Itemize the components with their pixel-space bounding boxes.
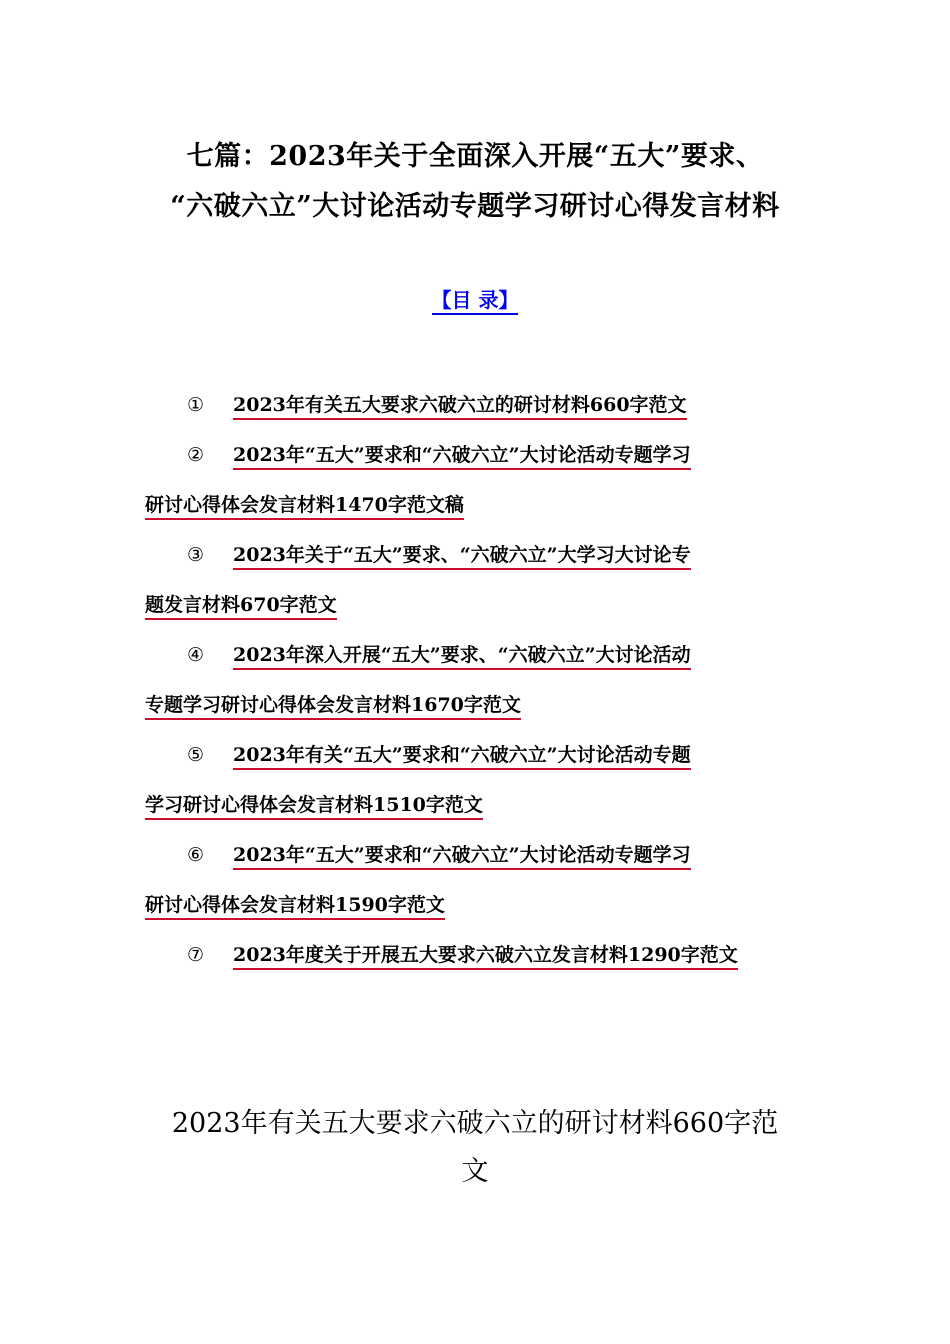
section-title: [130, 1100, 820, 1196]
toc-item-7[interactable]: [145, 930, 805, 980]
toc-item-number: ④: [187, 644, 205, 666]
toc-link[interactable]: 2023年关于“五大”要求、“六破六立”大学习大讨论专: [233, 544, 691, 570]
section-title-line-2: 文: [461, 1156, 489, 1187]
toc-item-1[interactable]: [145, 380, 805, 430]
toc-link-continuation[interactable]: 学习研讨心得体会发言材料1510字范文: [145, 794, 483, 820]
toc-link[interactable]: 2023年有关五大要求六破六立的研讨材料660字范文: [233, 394, 687, 420]
toc-item-number: ①: [187, 394, 205, 416]
toc-link-continuation[interactable]: 专题学习研讨心得体会发言材料1670字范文: [145, 694, 521, 720]
toc-heading: [0, 282, 950, 318]
toc-link[interactable]: 2023年“五大”要求和“六破六立”大讨论活动专题学习: [233, 444, 691, 470]
toc-item-2[interactable]: [145, 430, 805, 530]
document-title: [120, 132, 830, 232]
toc-item-number: ③: [187, 544, 205, 566]
toc-item-number: ⑦: [187, 944, 205, 966]
document-title-line-1: 七篇：2023年关于全面深入开展“五大”要求、: [186, 141, 764, 172]
toc-item-4[interactable]: [145, 630, 805, 730]
toc-item-number: ②: [187, 444, 205, 466]
toc-item-6[interactable]: [145, 830, 805, 930]
table-of-contents: [145, 380, 805, 980]
toc-item-number: ⑥: [187, 844, 205, 866]
toc-link-continuation[interactable]: 研讨心得体会发言材料1590字范文: [145, 894, 445, 920]
toc-item-5[interactable]: [145, 730, 805, 830]
toc-heading-link[interactable]: 【目 录】: [432, 288, 519, 315]
toc-link[interactable]: 2023年“五大”要求和“六破六立”大讨论活动专题学习: [233, 844, 691, 870]
toc-link-continuation[interactable]: 研讨心得体会发言材料1470字范文稿: [145, 494, 464, 520]
toc-link-continuation[interactable]: 题发言材料670字范文: [145, 594, 337, 620]
toc-link[interactable]: 2023年深入开展“五大”要求、“六破六立”大讨论活动: [233, 644, 691, 670]
toc-item-3[interactable]: [145, 530, 805, 630]
toc-link[interactable]: 2023年度关于开展五大要求六破六立发言材料1290字范文: [233, 944, 738, 970]
section-title-line-1: 2023年有关五大要求六破六立的研讨材料660字范: [171, 1108, 779, 1139]
document-title-line-2: “六破六立”大讨论活动专题学习研讨心得发言材料: [170, 191, 780, 222]
toc-link[interactable]: 2023年有关“五大”要求和“六破六立”大讨论活动专题: [233, 744, 691, 770]
toc-item-number: ⑤: [187, 744, 205, 766]
